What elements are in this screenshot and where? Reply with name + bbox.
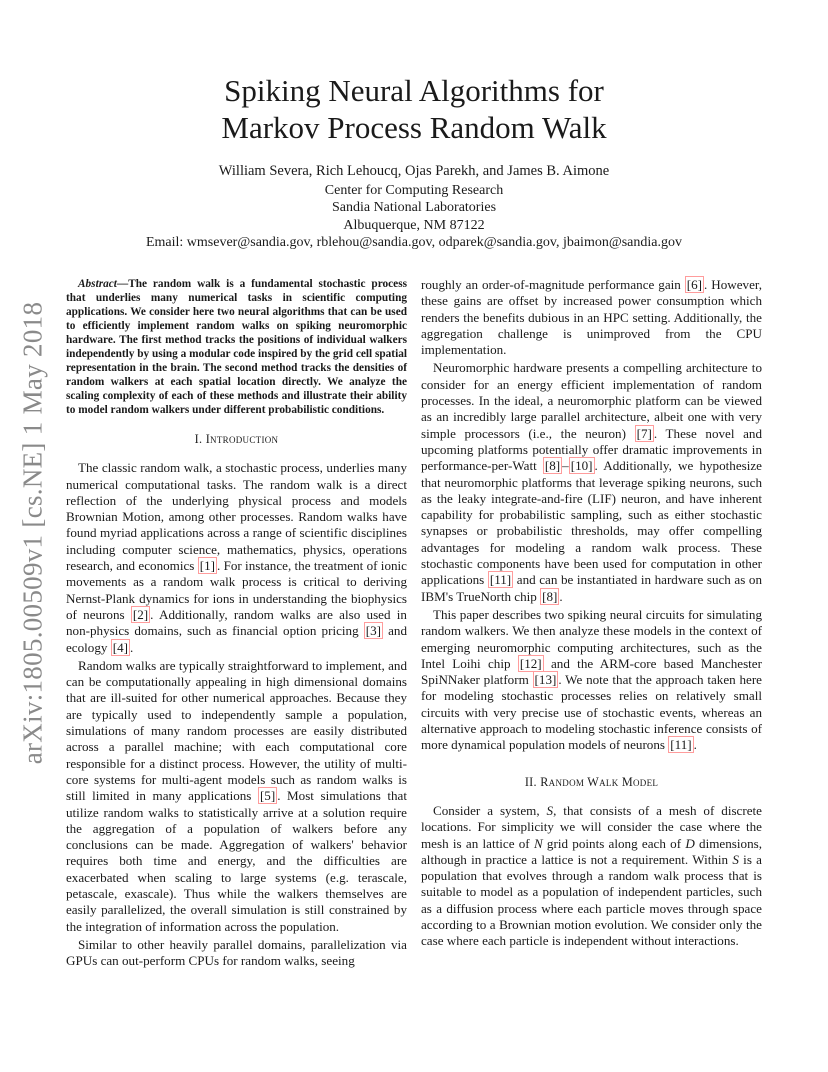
paper-title: [0, 72, 828, 146]
citation-link[interactable]: [11]: [670, 737, 692, 753]
citation-link[interactable]: [3]: [365, 623, 382, 639]
citation-link[interactable]: [12]: [519, 655, 542, 671]
author-emails: Email: wmsever@sandia.gov, rblehou@sandia.gov, odparek@sandia.gov, jbaimon@sandia.gov: [145, 235, 682, 250]
text-run: . We note that the approach taken here for modeling stochastic processes relies on relatively small circuits with very precise use of stochastic events, whereas an alternative approach to modeling stochastic inference consists of more dynamical population models of neurons: [421, 672, 762, 753]
author-names: William Severa, Rich Lehoucq, Ojas Parekh, and James B. Aimone: [218, 163, 610, 179]
citation-link[interactable]: [13]: [534, 672, 557, 688]
section-heading-random-walk-model: [421, 774, 762, 790]
affiliation-center: Center for Computing Research: [324, 182, 504, 198]
text-run: . Additionally, we hypothesize that neuromorphic platforms that leverage spiking neurons, such as the leaky integrate-and-fire (LIF) neuron, and have inherent capability for probabilistic sampling, such as either stochastic synapses or probabilistic thresholds, may offer compelling advantages for modeling a random walk process. These stochastic components have been used for computation in other applications: [421, 458, 762, 588]
text-run: . Additionally, random walks are also used in non-physics domains, such as financial option pricing: [66, 606, 407, 639]
citation-link[interactable]: [8]: [542, 588, 558, 604]
section-heading-introduction: [66, 431, 407, 447]
text-run: and the ARM-core based Manchester SpiNNaker platform: [421, 655, 762, 688]
text-run: and can be instantiated in hardware such as on IBM's TrueNorth chip: [421, 572, 762, 604]
math-symbol: D: [685, 835, 695, 851]
text-run: .: [130, 639, 134, 655]
text-run: Neuromorphic hardware presents a compelling architecture to consider for an energy efficient implementation of random processes. In the ideal, a neuromorphic platform can be viewed as an incredibly large parallel architecture, albeit one with very simple processors (i.e., the neuron): [421, 360, 762, 441]
arxiv-identifier: arXiv:1805.00509v1 [cs.NE] 1 May 2018: [17, 301, 48, 765]
text-run: dimensions, although in practice a lattice is not a requirement. Within: [421, 835, 762, 867]
text-run: , that consists of a mesh of discrete locations. For simplicity we will consider the case where the mesh is an lattice of: [421, 802, 762, 851]
math-symbol: S: [546, 802, 554, 818]
citation-link[interactable]: [5]: [259, 788, 276, 804]
section-title: Random Walk Model: [540, 774, 659, 789]
author-block: [0, 163, 828, 252]
section-title: Introduction: [205, 432, 279, 446]
citation-link[interactable]: [2]: [132, 606, 149, 622]
text-run: . However, these gains are offset by increased power consumption which renders the benefits dubious in an HPC setting. Additionally, the aggregation challenge is unimproved from the CPU implementation.: [421, 277, 762, 358]
text-run: –: [562, 458, 569, 474]
right-column: [421, 277, 762, 952]
citation-link[interactable]: [6]: [686, 277, 703, 292]
abstract: [66, 277, 407, 417]
text-run: .: [693, 737, 697, 753]
text-run: The classic random walk, a stochastic process, underlies many numerical computational tasks. The random walk is a direct reflection of the underlying physical process and models Brownian Motion, among other processes. Random walks have found myriad applications across a range of scientific disciplines including computer science, mathematics, physics, operations research, and economics: [66, 460, 407, 574]
citation-link[interactable]: [11]: [489, 572, 512, 588]
text-run: grid points along each of: [542, 835, 686, 851]
model-paragraph-1: [421, 803, 762, 950]
section-numeral: I.: [194, 432, 203, 446]
citation-link[interactable]: [7]: [636, 425, 652, 441]
text-run: Consider a system,: [433, 802, 547, 818]
text-run: is a population that evolves through a random walk process that is suitable to model as a population of independent particles, such as a diffusion process where each particle moves through space according to a Brownian motion evolution. We consider only the case where each particle is independent without interactions.: [421, 851, 762, 949]
section-numeral: II.: [524, 774, 537, 789]
title-line-2: Markov Process Random Walk: [221, 110, 607, 145]
text-run: . Most simulations that utilize random walks to statistically arrive at a solution require the aggregation of a population of walkers before any conclusions can be made. Aggregation of walkers' behavior requires both time and energy, and the difficulties are exacerbated when scaling to large systems (e.g. terascale, petascale, exascale). Thus while the walkers themselves are easily parallelized, the overall simulation is still constrained by the integration of information across the population.: [66, 788, 408, 934]
citation-link[interactable]: [10]: [570, 458, 593, 474]
math-symbol: N: [533, 835, 543, 851]
abstract-text: —The random walk is a fundamental stochastic process that underlies many numerical tasks in scientific computing applications. We consider here two neural algorithms that can be used to efficiently implement random walks on spiking neuromorphic hardware. The first method tracks the positions of individual walkers independently by using a modular code inspired by the grid cell spatial representation in the brain. The second method tracks the densities of random walkers at each spatial location directly. We analyze the scaling complexity of each of these methods and illustrate their ability to model random walkers under different probabilistic conditions.: [66, 278, 407, 416]
intro-paragraph-2: [66, 658, 407, 935]
math-symbol: S: [732, 851, 739, 867]
text-run: .: [559, 588, 563, 604]
text-run: Random walks are typically straightforward to implement, and can be computationally appealing in high dimensional domains that are ill-suited for other numerical approaches. Because they are typically used to independently sample a population, simulations of many random processes are easily distributed across a parallel machine; with each computational core responsible for a distinct process. However, the utility of multi-core systems for multi-agent models such as random walks is still limited in many applications: [66, 657, 407, 804]
text-run: and ecology: [66, 623, 407, 655]
citation-link[interactable]: [8]: [544, 458, 561, 474]
intro-paragraph-4: [421, 360, 762, 604]
citation-link[interactable]: [1]: [199, 558, 215, 574]
affiliation-location: Albuquerque, NM 87122: [343, 217, 485, 233]
text-run: This paper describes two spiking neural circuits for simulating random walkers. We then analyze these models in the context of emerging neuromorphic computing architectures, such as the Intel Loihi chip: [421, 606, 762, 671]
citation-link[interactable]: [4]: [112, 639, 129, 655]
title-line-1: Spiking Neural Algorithms for: [224, 73, 604, 108]
arxiv-sidebar: [18, 283, 48, 783]
intro-paragraph-3: Similar to other heavily parallel domains, parallelization via GPUs can out-perform CPUs for random walks, seeing: [66, 936, 407, 969]
text-run: roughly an order-of-magnitude performance gain: [421, 277, 685, 292]
intro-paragraph-1: [66, 460, 407, 656]
left-column: [66, 277, 407, 972]
affiliation-lab: Sandia National Laboratories: [331, 200, 497, 215]
intro-paragraph-5: [421, 607, 762, 754]
text-run: . For instance, the treatment of ionic movements as a random walk process is critical to deriving Nernst-Plank dynamics for ions in understanding the biophysics of neurons: [66, 558, 407, 622]
abstract-label: Abstract: [78, 278, 117, 290]
text-run: . These novel and upcoming platforms potentially offer dramatic improvements in performance-per-Watt: [421, 425, 762, 474]
intro-paragraph-3-continued: [421, 277, 762, 358]
